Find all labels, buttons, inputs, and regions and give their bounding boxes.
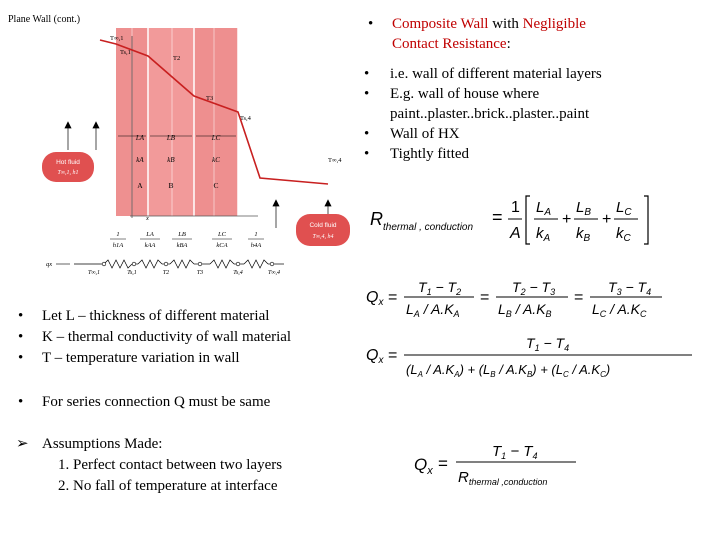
res-1-den: h1A [112, 242, 124, 249]
svg-text:LC / A.KC: $L_C / A.K_C$ [592, 301, 647, 319]
label-ts4: Ts,4 [240, 115, 251, 122]
svg-text:=: = [438, 454, 448, 473]
svg-text:LC: $L_C$ [616, 199, 632, 218]
circuit-t-inf4: T∞,4 [267, 270, 281, 276]
label-layer-c: C [213, 181, 219, 190]
svg-text:+: + [602, 211, 612, 228]
assumption-1: 1. Perfect contact between two layers [58, 457, 283, 473]
svg-text:=: = [388, 347, 398, 364]
svg-text:LB: $L_B$ [576, 199, 592, 218]
right-bullet-1-cont: paint..plaster..brick..plaster..paint [390, 106, 590, 122]
assumption-2: 2. No fall of temperature at interface [58, 478, 278, 494]
svg-text:LB / A.KB: $L_B / A.K_B$ [498, 301, 552, 319]
svg-text:kB: $k_B$ [576, 225, 591, 244]
res-2-den: kAA [144, 242, 156, 249]
circuit-t-inf1: T∞,1 [87, 270, 101, 276]
right-bullet-3: • Wall of HX [364, 126, 460, 142]
left-bullet-0: • Let L – thickness of different material [18, 308, 270, 324]
svg-text:=: = [574, 289, 584, 306]
circuit-ts1: Ts,1 [127, 270, 137, 276]
left-bullets [14, 306, 354, 369]
circuit-qx: qx [46, 261, 53, 268]
label-tinf1: T∞,1 [110, 35, 124, 42]
svg-text:T2 − T3: $T_2 - T_3$ [512, 279, 556, 297]
r-subscript: thermal , conduction [383, 222, 474, 233]
res-4-den: kCA [216, 242, 228, 249]
res-3: LB [178, 231, 186, 238]
label-t3: T3 [206, 95, 214, 102]
svg-text:=: = [480, 289, 490, 306]
svg-text:Qx: $Q_x$ [414, 455, 433, 477]
label-layer-a: A [137, 181, 143, 190]
header-with: with [488, 16, 523, 32]
r-symbol: R [370, 209, 383, 229]
one-numerator: 1 [511, 199, 520, 216]
assumptions [14, 434, 354, 497]
hot-fluid-sub: T∞,1, h1 [57, 170, 79, 176]
label-ka: kA [136, 156, 144, 164]
equals-sign: = [492, 207, 503, 227]
right-bullet-4: • Tightly fitted [364, 146, 470, 162]
right-bullets [360, 64, 710, 164]
label-tinf4: T∞,4 [328, 157, 342, 164]
cold-fluid-sub: T∞,4, h4 [312, 234, 334, 240]
svg-text:LA: $L_A$ [536, 199, 552, 218]
svg-text:Rthermal ,conduction: $R_{thermal ,conduction}$ [458, 469, 548, 487]
left-bullet-2: • T – temperature variation in wall [18, 350, 240, 366]
cold-fluid-blob [296, 214, 350, 246]
svg-text:Qx: Qx [366, 347, 384, 366]
header-negligible: Negligible [522, 16, 586, 32]
circuit-t3: T3 [196, 270, 204, 276]
bullet-dot: • [368, 16, 374, 32]
right-bullet-0: • i.e. wall of different material layers [364, 66, 602, 82]
series-bullet-text: For series connection Q must be same [42, 394, 271, 410]
svg-text:=: = [388, 289, 398, 306]
label-ts1: Ts,1 [120, 49, 131, 56]
header-colon: : [506, 36, 511, 52]
svg-text:Qx: Qx [366, 289, 384, 308]
res-5: 1 [254, 231, 258, 238]
series-bullet: • For series connection Q must be same [18, 394, 271, 410]
svg-text:T1 − T4: $T_1 - T_4$ [492, 443, 538, 461]
assumptions-heading: ➢ Assumptions Made: [16, 436, 163, 452]
composite-wall-diagram [28, 28, 356, 290]
header-contact-resistance: Contact Resistance [392, 36, 507, 52]
hot-fluid-label: Hot fluid [56, 159, 80, 166]
circuit-t2: T2 [162, 270, 170, 276]
res-3-den: kBA [176, 242, 188, 249]
circuit-ts4: Ts,4 [233, 270, 243, 276]
x-axis-label: x [146, 215, 149, 222]
header-composite-wall: Composite Wall [392, 16, 489, 32]
svg-text:kA: $k_A$ [536, 225, 551, 244]
svg-text:T1 − T4: $T_1 - T_4$ [526, 335, 570, 353]
label-layer-b: B [168, 181, 174, 190]
svg-text:T3 − T4: $T_3 - T_4$ [608, 279, 652, 297]
res-1: 1 [116, 231, 120, 238]
res-5-den: h4A [250, 242, 262, 249]
label-lb: LB [166, 134, 176, 142]
svg-text:+: + [562, 211, 572, 228]
label-kc: kC [212, 156, 220, 164]
label-t2: T2 [173, 55, 181, 62]
left-bullet-1: • K – thermal conductivity of wall material [18, 329, 292, 345]
q-final-formula [412, 438, 612, 494]
hot-fluid-blob [42, 152, 94, 182]
label-lc: LC [211, 134, 221, 142]
svg-text:kC: $k_C$ [616, 225, 631, 244]
r-thermal-formula [366, 190, 666, 250]
svg-text:LA / A.KA: $L_A / A.K_A$ [406, 301, 460, 319]
label-la: LA [135, 134, 145, 142]
res-2: LA [146, 231, 154, 238]
svg-text:(LA / A.KA) + (LB / A.KB) + (L: $(L_A / A.K_A) + (L_B / A.K_B) + (L_C / A.K_C)$ [406, 362, 611, 379]
cold-fluid-label: Cold fluid [309, 222, 337, 229]
right-bullet-1: • E.g. wall of house where [364, 86, 540, 102]
res-4: LC [218, 231, 226, 238]
header-bullet [368, 14, 708, 54]
q-series-formulas [362, 272, 702, 384]
slide-title: Plane Wall (cont.) [8, 14, 81, 25]
label-kb: kB [167, 156, 175, 164]
a-denominator: A [510, 225, 521, 242]
svg-text:T1 − T2: $T_1 - T_2$ [418, 279, 462, 297]
